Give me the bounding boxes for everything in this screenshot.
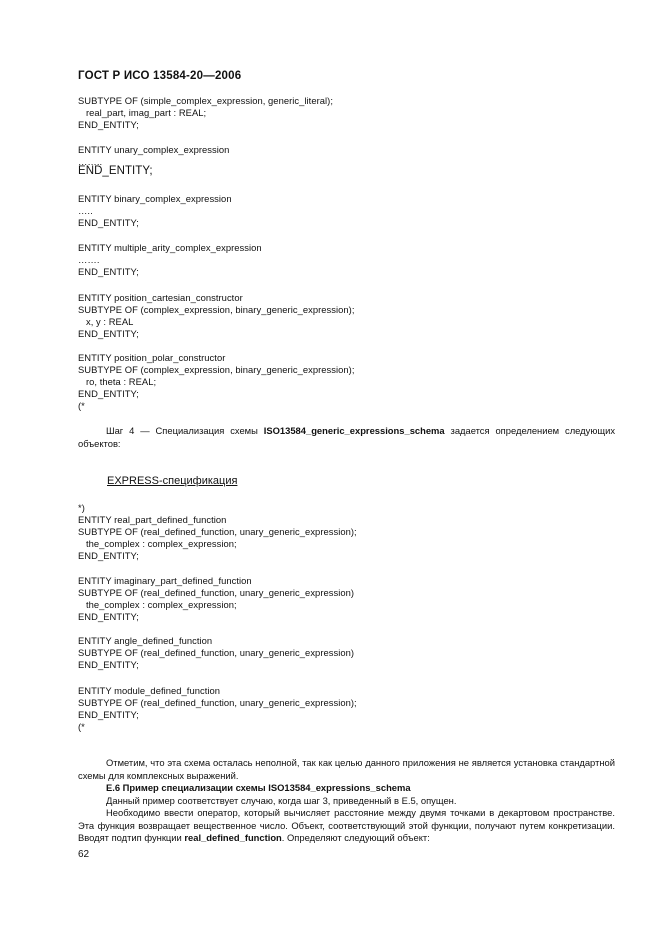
code-line: END_ENTITY;: [78, 165, 153, 177]
code-line: (*: [78, 400, 85, 411]
code-line: ENTITY module_defined_function: [78, 685, 221, 696]
code-line: SUBTYPE OF (real_defined_function, unary_generic_expression): [78, 587, 355, 598]
code-line: *): [78, 502, 85, 513]
code-line: (*: [78, 721, 85, 732]
page-header: ГОСТ Р ИСО 13584-20—2006: [78, 70, 242, 82]
code-line: SUBTYPE OF (complex_expression, binary_generic_expression);: [78, 304, 355, 315]
code-line: the_complex : complex_expression;: [78, 599, 237, 610]
code-line: END_ENTITY;: [78, 217, 139, 228]
code-line: SUBTYPE OF (real_defined_function, unary_generic_expression);: [78, 526, 357, 537]
code-line: SUBTYPE OF (real_defined_function, unary_generic_expression);: [78, 697, 357, 708]
note-paragraph: Отметим, что эта схема осталась неполной, так как целью данного приложения не является установка стандартной схемы для комплексных выражений.: [78, 757, 615, 781]
code-line: …..: [78, 205, 93, 216]
code-line: ENTITY position_polar_constructor: [78, 352, 226, 363]
code-line: END_ENTITY;: [78, 550, 139, 561]
code-line: ENTITY imaginary_part_defined_function: [78, 575, 252, 586]
code-line: END_ENTITY;: [78, 388, 139, 399]
code-line: END_ENTITY;: [78, 659, 139, 670]
express-heading: EXPRESS-спецификация: [107, 475, 238, 487]
step4-paragraph: Шаг 4 — Специализация схемы ISO13584_generic_expressions_schema задается определением следующих объектов:: [78, 425, 616, 449]
code-line: the_complex : complex_expression;: [78, 538, 237, 549]
code-line: END_ENTITY;: [78, 266, 139, 277]
page-number: 62: [78, 849, 90, 860]
code-line: ……..: [78, 156, 103, 167]
code-line: ENTITY unary_complex_expression: [78, 144, 230, 155]
code-line: END_ENTITY;: [78, 709, 139, 720]
code-line: ENTITY angle_defined_function: [78, 635, 213, 646]
paragraph: Необходимо ввести оператор, который вычисляет расстояние между двумя точками в декартовом пространстве. Эта функция возвращает вещественное число. Объект, соответствующий этой функции, получают путем конкретизации. Вводят подтип функции real_defined_function. Определяют следующий объект:: [78, 807, 615, 844]
section-heading: Е.6 Пример специализации схемы ISO13584_expressions_schema: [106, 782, 411, 793]
code-line: ro, theta : REAL;: [78, 376, 157, 387]
code-line: SUBTYPE OF (complex_expression, binary_generic_expression);: [78, 364, 355, 375]
code-line: ENTITY binary_complex_expression: [78, 193, 232, 204]
code-line: END_ENTITY;: [78, 611, 139, 622]
code-line: SUBTYPE OF (simple_complex_expression, generic_literal);: [78, 95, 333, 106]
code-line: real_part, imag_part : REAL;: [78, 107, 207, 118]
code-line: ENTITY position_cartesian_constructor: [78, 292, 243, 303]
code-line: END_ENTITY;: [78, 119, 139, 130]
code-line: END_ENTITY;: [78, 328, 139, 339]
code-line: ENTITY multiple_arity_complex_expression: [78, 242, 262, 253]
code-line: …….: [78, 254, 100, 265]
code-line: ENTITY real_part_defined_function: [78, 514, 227, 525]
code-line: x, y : REAL: [78, 316, 134, 327]
paragraph: Данный пример соответствует случаю, когда шаг 3, приведенный в Е.5, опущен.: [106, 795, 457, 806]
code-line: SUBTYPE OF (real_defined_function, unary_generic_expression): [78, 647, 355, 658]
